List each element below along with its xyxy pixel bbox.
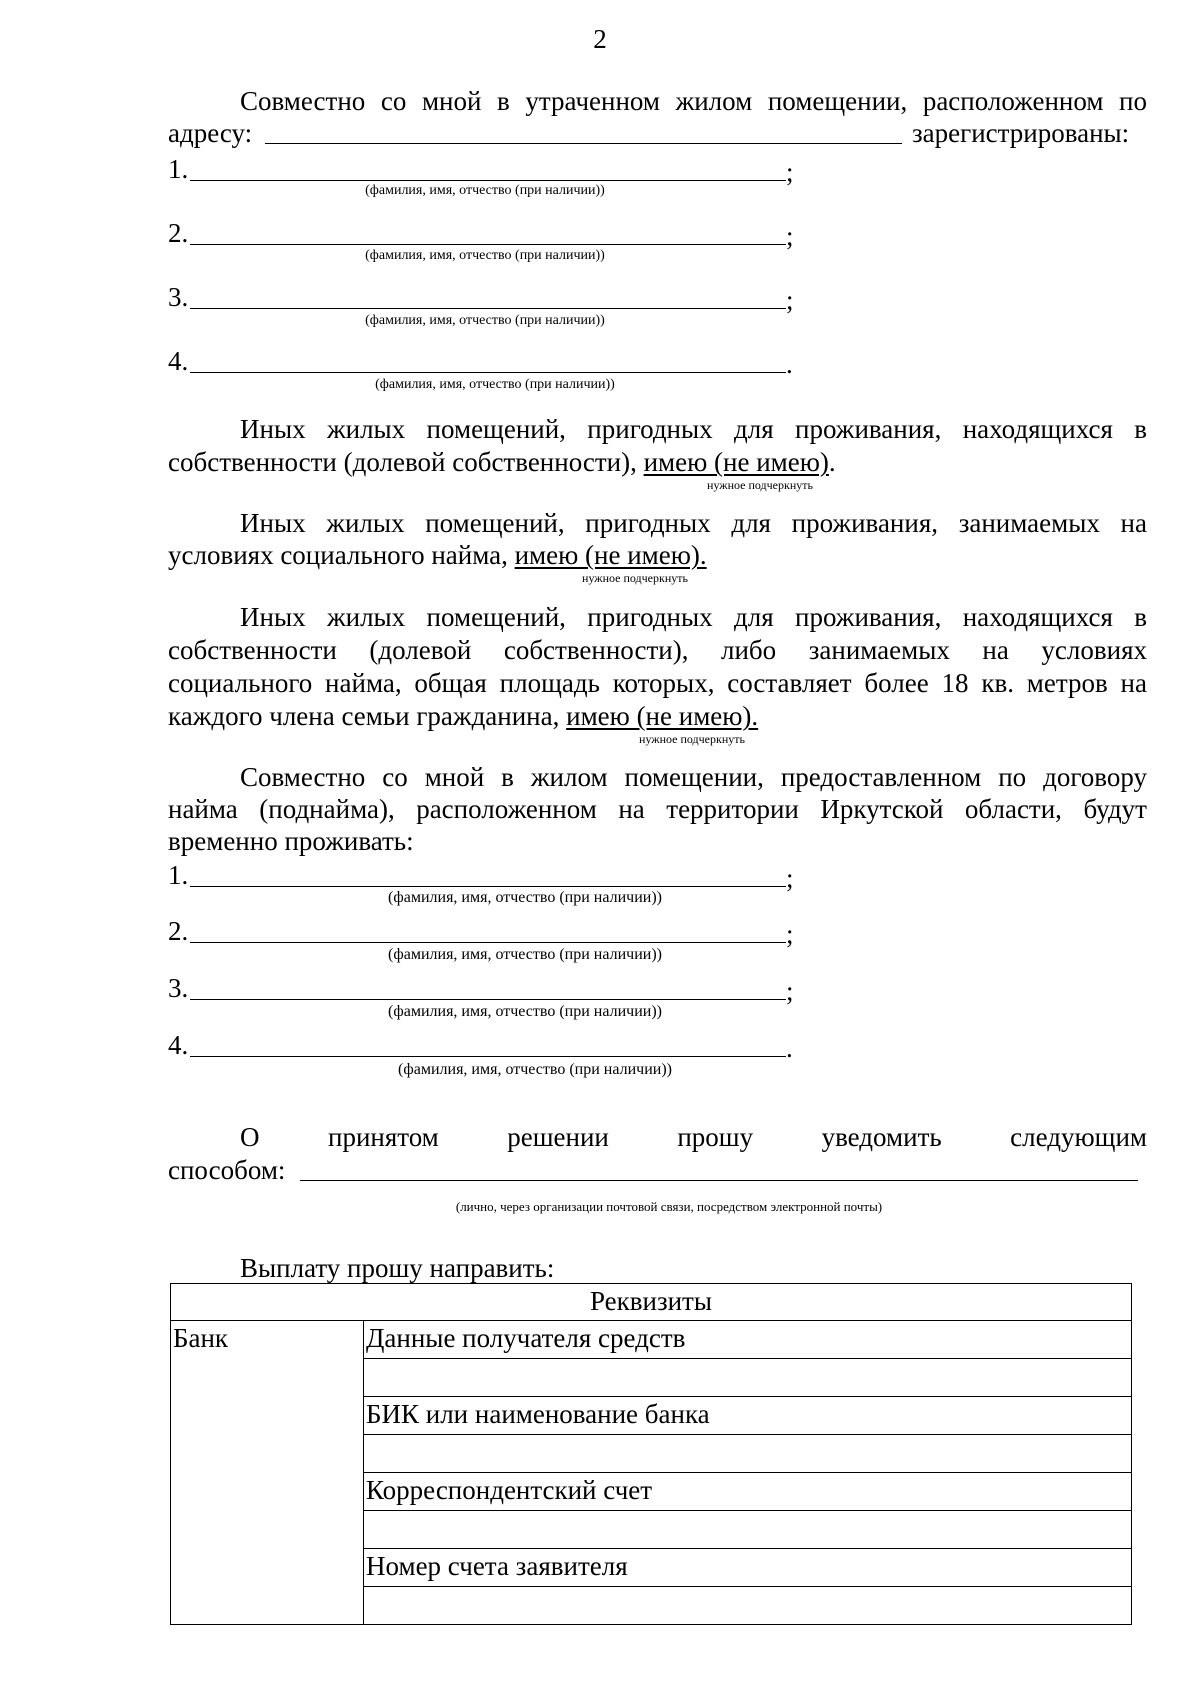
- para2-text: условиях социального найма,: [168, 540, 515, 570]
- corr-account-value-cell[interactable]: [364, 1511, 1132, 1549]
- section1-line1: Совместно со мной в утраченном жилом помещении, расположенном по: [240, 86, 1147, 116]
- section2-line2: найма (поднайма), расположенном на территории Иркутской области, будут: [168, 794, 1147, 824]
- field-caption: (фамилия, имя, отчество (при наличии)): [365, 248, 605, 263]
- name-field[interactable]: [190, 942, 786, 943]
- entry-end: ;: [786, 919, 794, 949]
- name-field[interactable]: [190, 244, 786, 245]
- field-label: Данные получателя средств: [364, 1321, 1132, 1359]
- payment-intro: Выплату прошу направить:: [240, 1253, 555, 1283]
- field-caption: (фамилия, имя, отчество (при наличии)): [365, 183, 605, 198]
- field-caption: (фамилия, имя, отчество (при наличии)): [388, 889, 662, 906]
- entry-number: 2.: [168, 218, 189, 248]
- notify-method-field[interactable]: [300, 1180, 1138, 1181]
- para3-line1: Иных жилых помещений, пригодных для проживания, находящихся в: [240, 602, 1147, 632]
- bik-value-cell[interactable]: [364, 1435, 1132, 1473]
- field-label: БИК или наименование банка: [364, 1397, 1132, 1435]
- field-label: Номер счета заявителя: [364, 1549, 1132, 1587]
- entry-number: 1.: [168, 154, 189, 184]
- para3-line2: собственности (долевой собственности), либо занимаемых на условиях: [168, 635, 1147, 665]
- para1-text: собственности (долевой собственности),: [168, 447, 644, 477]
- bank-label: Банк: [171, 1321, 364, 1625]
- table-row: [171, 1321, 1132, 1359]
- entry-end: ;: [786, 863, 794, 893]
- entry-end: .: [786, 1033, 793, 1063]
- name-field[interactable]: [190, 886, 786, 887]
- notify-label: способом:: [168, 1155, 286, 1185]
- para2-line2: [168, 540, 707, 570]
- para3-hint: нужное подчеркнуть: [639, 732, 745, 746]
- recipient-value-cell[interactable]: [364, 1359, 1132, 1397]
- field-label: Корреспондентский счет: [364, 1473, 1132, 1511]
- entry-number: 4.: [168, 346, 189, 376]
- para2-line1: Иных жилых помещений, пригодных для проживания, занимаемых на: [240, 508, 1147, 538]
- para1-choice[interactable]: имею (не имею): [643, 447, 829, 477]
- notify-line1: О принятом решении прошу уведомить следующим: [240, 1122, 1147, 1152]
- section2-line1: Совместно со мной в жилом помещении, предоставленном по договору: [240, 762, 1147, 792]
- notify-caption: (лично, через организации почтовой связи, посредством электронной почты): [455, 1199, 883, 1214]
- field-caption: (фамилия, имя, отчество (при наличии)): [398, 1061, 672, 1078]
- entry-number: 4.: [168, 1030, 189, 1060]
- para1-end: .: [828, 447, 836, 477]
- entry-end: ;: [786, 976, 794, 1006]
- field-caption: (фамилия, имя, отчество (при наличии)): [388, 1003, 662, 1020]
- name-field[interactable]: [190, 372, 786, 373]
- requisites-table: [170, 1283, 1132, 1625]
- account-value-cell[interactable]: [364, 1587, 1132, 1625]
- entry-end: ;: [786, 285, 794, 315]
- para1-hint: нужное подчеркнуть: [707, 478, 813, 492]
- entry-number: 3.: [168, 973, 189, 1003]
- address-field[interactable]: [265, 143, 902, 144]
- entry-number: 3.: [168, 282, 189, 312]
- para1-line1: Иных жилых помещений, пригодных для проживания, находящихся в: [240, 414, 1147, 444]
- registered-label: зарегистрированы:: [912, 118, 1130, 148]
- table-row: [171, 1284, 1132, 1321]
- para1-line2: [168, 447, 836, 477]
- address-label: адресу:: [168, 118, 253, 148]
- section2-line3: временно проживать:: [168, 826, 414, 856]
- entry-number: 1.: [168, 860, 189, 890]
- name-field[interactable]: [190, 999, 786, 1000]
- entry-end: .: [786, 349, 793, 379]
- entry-number: 2.: [168, 916, 189, 946]
- name-field[interactable]: [190, 180, 786, 181]
- name-field[interactable]: [190, 1056, 786, 1057]
- para3-choice[interactable]: имею (не имею).: [566, 701, 759, 731]
- page-number: 2: [593, 24, 607, 54]
- requisites-header: Реквизиты: [171, 1284, 1132, 1321]
- name-field[interactable]: [190, 308, 786, 309]
- field-caption: (фамилия, имя, отчество (при наличии)): [375, 377, 615, 392]
- entry-end: ;: [786, 157, 794, 187]
- field-caption: (фамилия, имя, отчество (при наличии)): [388, 946, 662, 963]
- para3-line4: [168, 701, 758, 731]
- field-caption: (фамилия, имя, отчество (при наличии)): [365, 313, 605, 328]
- para2-hint: нужное подчеркнуть: [582, 571, 688, 585]
- para3-text: каждого члена семьи гражданина,: [168, 701, 567, 731]
- para3-line3: социального найма, общая площадь которых, составляет более 18 кв. метров на: [168, 668, 1147, 698]
- entry-end: ;: [786, 221, 794, 251]
- para2-choice[interactable]: имею (не имею).: [514, 540, 707, 570]
